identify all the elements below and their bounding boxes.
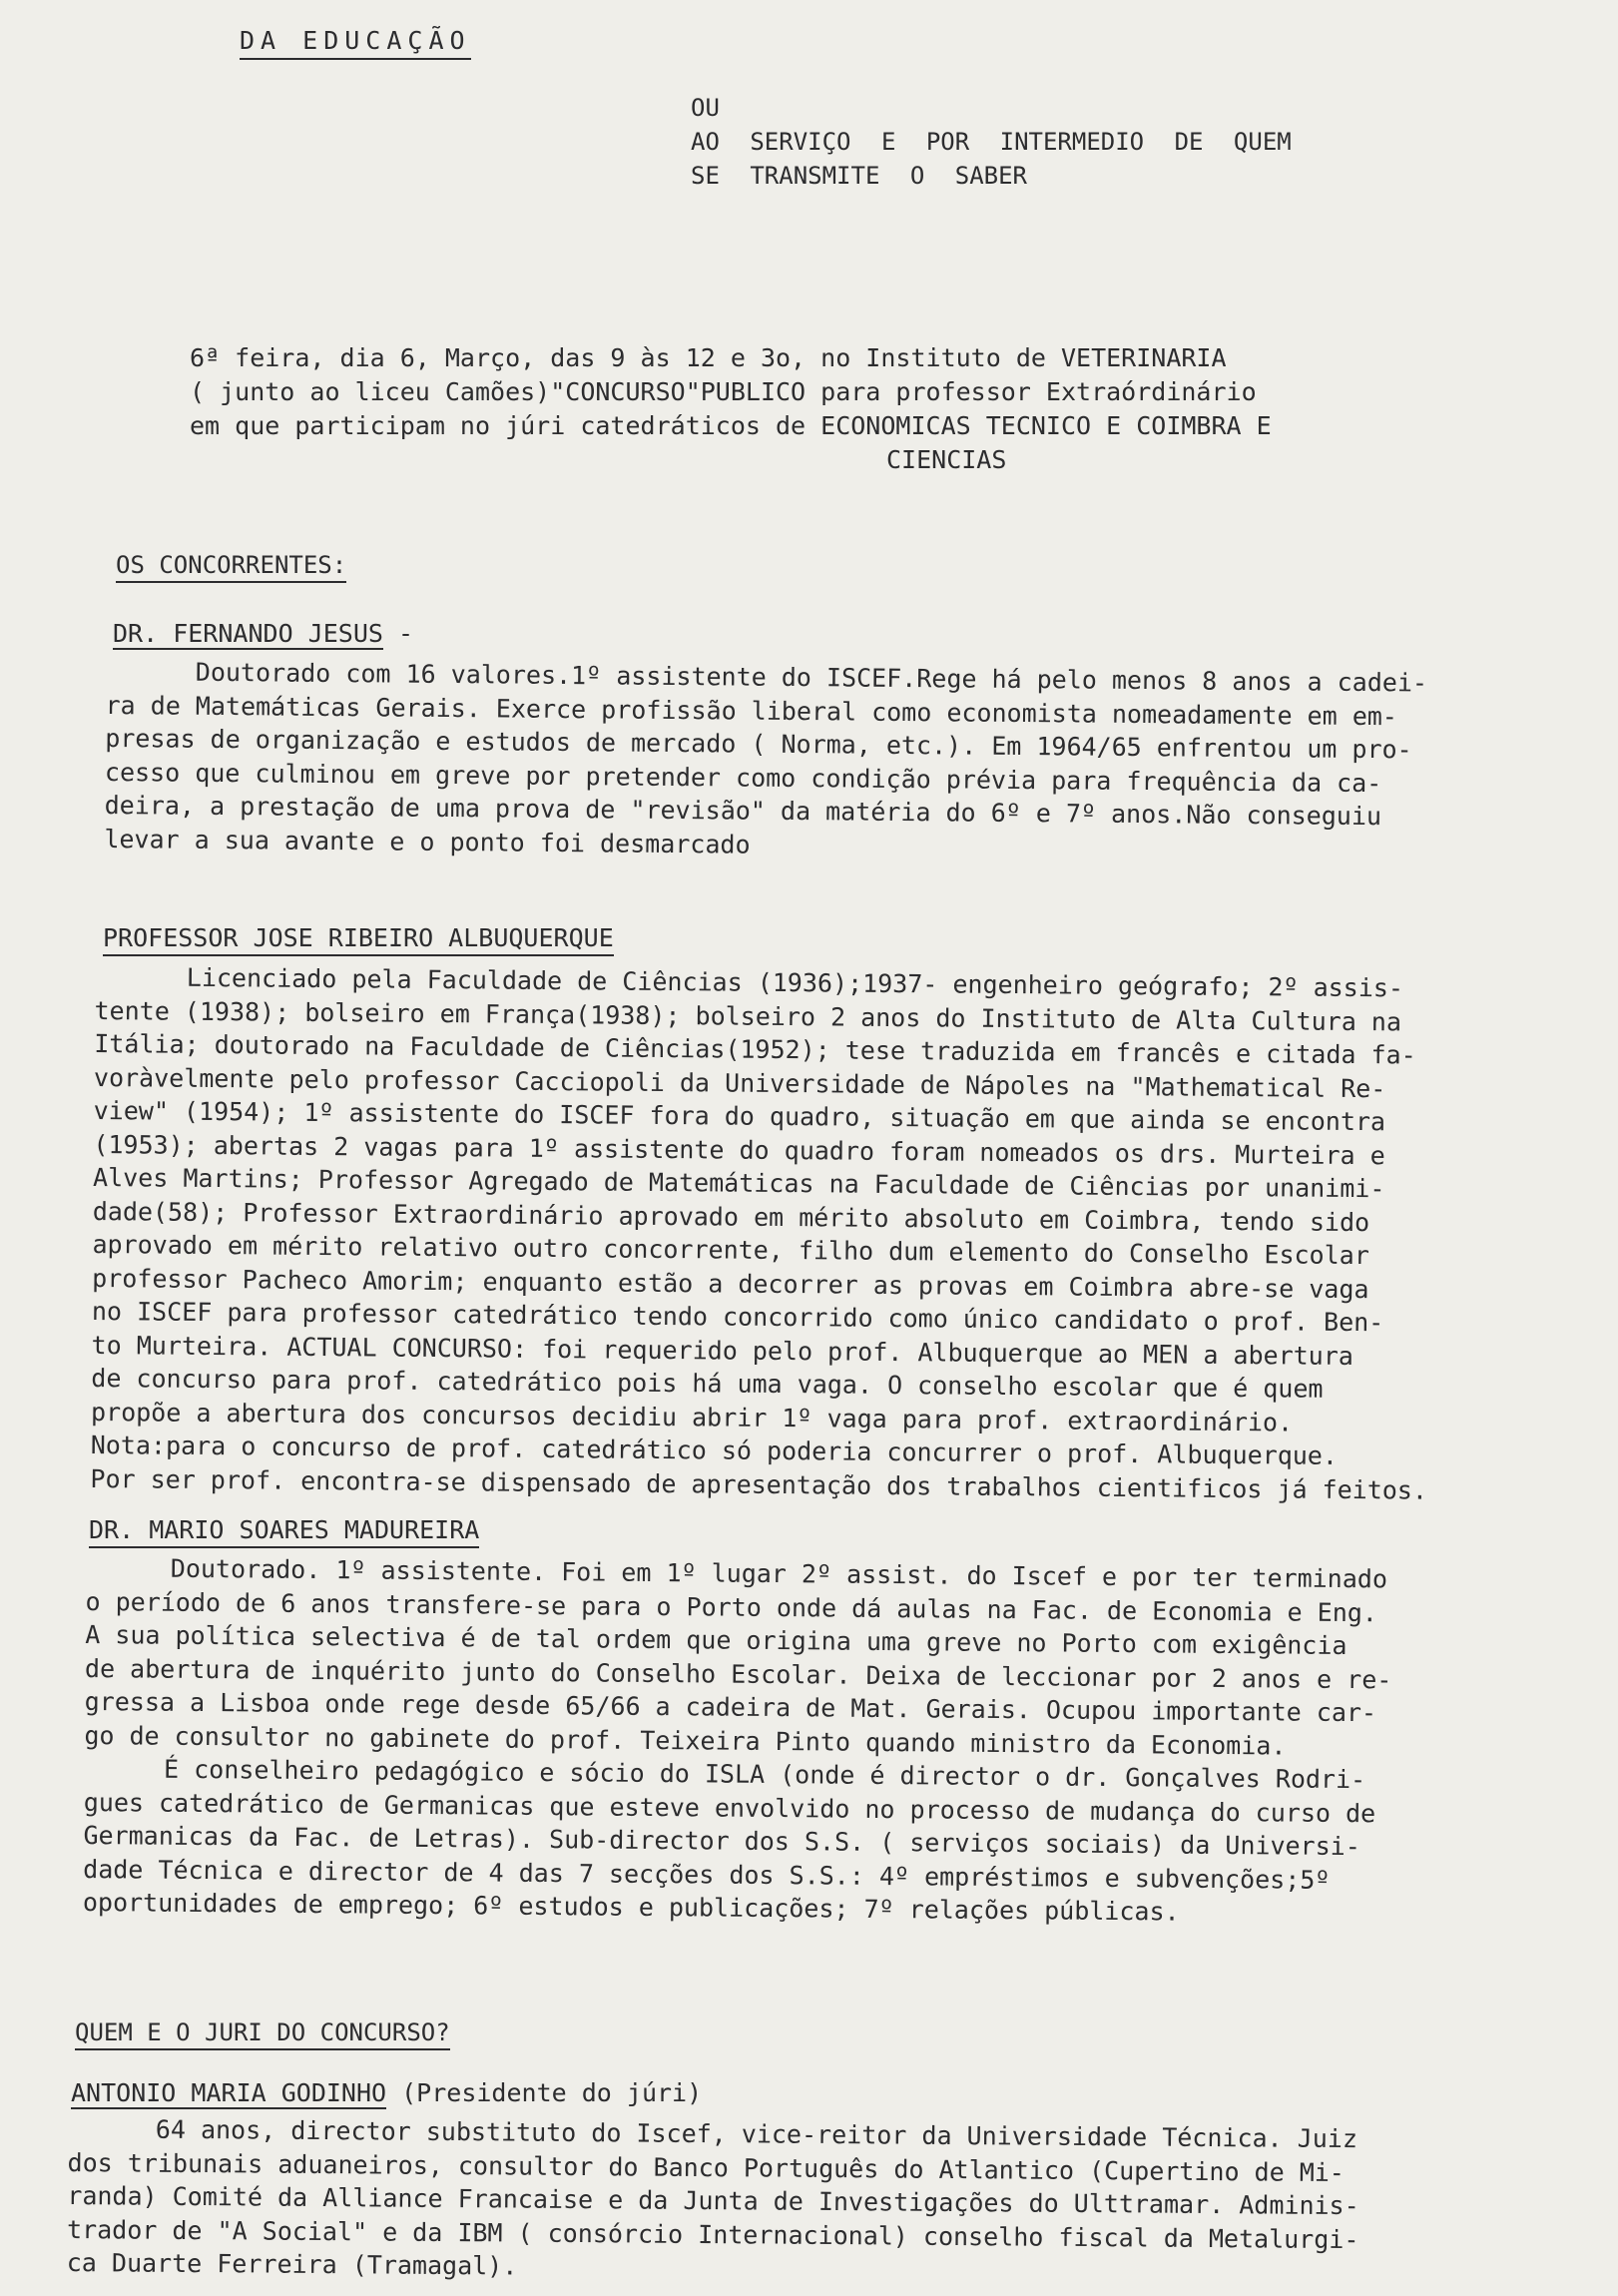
text-line: É conselheiro pedagógico e sócio do ISLA (onde é director o dr. Gonçalves Rodri-: [163, 1754, 1366, 1795]
text-line: gues catedrático de Germanicas que esteve envolvido no processo de mudança do curso de: [83, 1787, 1376, 1828]
text-line: levar a sua avante e o ponto foi desmarcado: [104, 824, 751, 860]
text-line: cesso que culminou em greve por pretender como condição prévia para frequência da ca-: [104, 757, 1382, 798]
text-line: 64 anos, director substituto do Iscef, vice-reitor da Universidade Técnica. Juiz: [155, 2114, 1358, 2154]
text-line: Nota:para o concurso de prof. catedrático só poderia concurrer o prof. Albuquerque.: [90, 1430, 1339, 1470]
text-line: Doutorado. 1º assistente. Foi em 1º lugar 2º assist. do Iscef e por ter terminado: [170, 1553, 1388, 1594]
jury-member-heading: [71, 2078, 702, 2107]
text-line: dos tribunais aduaneiros, consultor do Banco Português do Atlantico (Cupertino de Mi-: [67, 2147, 1346, 2187]
text-line: o período de 6 anos transfere-se para o Porto onde dá aulas na Fac. de Economia e Eng.: [85, 1586, 1378, 1627]
jury-member-name: ANTONIO MARIA GODINHO: [71, 2078, 387, 2107]
text-line: dade Técnica e director de 4 das 7 secções dos S.S.: 4º empréstimos e subvenções;5º: [83, 1854, 1331, 1895]
candidate-name: DR. MARIO SOARES MADUREIRA: [89, 1515, 479, 1548]
subtitle-line-2: AO SERVIÇO E POR INTERMEDIO DE QUEM: [691, 128, 1292, 156]
text-line: Germanicas da Fac. de Letras). Sub-director dos S.S. ( serviços sociais) da Universi-: [83, 1820, 1360, 1862]
text-line: Itália; doutorado na Faculdade de Ciências(1952); tese traduzida em francês e citada fa-: [94, 1028, 1416, 1070]
candidate-heading: [113, 619, 413, 648]
text-line: de abertura de inquérito junto do Conselho Escolar. Deixa de leccionar por 2 anos e re-: [84, 1653, 1392, 1694]
section-heading-juri: QUEM E O JURI DO CONCURSO?: [75, 2018, 450, 2050]
text-line: randa) Comité da Alliance Francaise e da Junta de Investigações do Ulttramar. Adminis-: [67, 2180, 1359, 2221]
text-line: to Murteira. ACTUAL CONCURSO: foi requerido pelo prof. Albuquerque ao MEN a abertura: [91, 1330, 1354, 1371]
text-line: Alves Martins; Professor Agregado de Matemáticas na Faculdade de Ciências por unanimi-: [92, 1162, 1385, 1204]
text-line: aprovado em mérito relativo outro concorrente, filho dum elemento do Conselho Escolar: [92, 1229, 1369, 1271]
intro-line-3: em que participam no júri catedráticos de ECONOMICAS TECNICO E COIMBRA E: [190, 411, 1272, 440]
text-line: Doutorado com 16 valores.1º assistente do ISCEF.Rege há pelo menos 8 anos a cadei-: [195, 657, 1428, 698]
text-line: oportunidades de emprego; 6º estudos e publicações; 7º relações públicas.: [82, 1887, 1180, 1927]
text-line: gressa a Lisboa onde rege desde 65/66 a cadeira de Mat. Gerais. Ocupou importante car-: [84, 1686, 1377, 1728]
intro-line-2: ( junto ao liceu Camões)"CONCURSO"PUBLICO para professor Extraórdinário: [190, 377, 1257, 406]
candidate-text: [83, 1551, 1393, 1931]
text-line: ra de Matemáticas Gerais. Exerce profissão liberal como economista nomeadamente em em-: [105, 690, 1398, 731]
jury-member-role: (Presidente do júri): [386, 2078, 703, 2107]
candidate-name: DR. FERNANDO JESUS: [113, 619, 383, 648]
text-line: dade(58); Professor Extraordinário aprovado em mérito absoluto em Coimbra, tendo sido: [92, 1196, 1370, 1237]
text-line: presas de organização e estudos de mercado ( Norma, etc.). Em 1964/65 enfrentou um pro-: [105, 723, 1412, 765]
text-line: deira, a prestação de uma prova de "revisão" da matéria do 6º e 7º anos.Não conseguiu: [104, 790, 1382, 832]
text-line: professor Pacheco Amorim; enquanto estão a decorrer as provas em Coimbra abre-se vaga: [92, 1263, 1369, 1304]
text-line: ca Duarte Ferreira (Tramagal).: [66, 2247, 518, 2281]
text-line: voràvelmente pelo professor Cacciopoli da Universidade de Nápoles na "Mathematical Re-: [93, 1062, 1386, 1103]
text-line: Licenciado pela Faculdade de Ciências (1936);1937- engenheiro geógrafo; 2º assis-: [186, 962, 1404, 1003]
text-line: de concurso para prof. catedrático pois há uma vaga. O conselho escolar que é quem: [91, 1363, 1324, 1404]
subtitle-line-1: OU: [691, 94, 720, 122]
text-line: A sua política selectiva é de tal ordem que origina uma greve no Porto com exigência: [85, 1619, 1348, 1661]
text-line: no ISCEF para professor catedrático tendo concorrido como único candidato o prof. Ben-: [91, 1296, 1384, 1338]
text-line: go de consultor no gabinete do prof. Teixeira Pinto quando ministro da Economia.: [84, 1720, 1287, 1761]
text-line: Por ser prof. encontra-se dispensado de apresentação dos trabalhos cientificos já feitos.: [90, 1463, 1428, 1505]
subtitle-line-3: SE TRANSMITE O SABER: [691, 162, 1027, 190]
text-line: tente (1938); bolseiro em França(1938); bolseiro 2 anos do Instituto de Alta Cultura na: [94, 995, 1402, 1036]
document-title: DA EDUCAÇÃO: [240, 26, 471, 60]
candidate-text: [104, 655, 1427, 867]
jury-member-text: [67, 2112, 1360, 2290]
text-line: trador de "A Social" e da IBM ( consórcio Internacional) conselho fiscal da Metalurgi-: [66, 2214, 1359, 2254]
section-heading-concorrentes: OS CONCORRENTES:: [116, 551, 346, 583]
text-line: view" (1954); 1º assistente do ISCEF fora do quadro, situação em que ainda se encontra: [93, 1095, 1386, 1137]
candidate-name: PROFESSOR JOSE RIBEIRO ALBUQUERQUE: [103, 923, 614, 956]
intro-line-4: CIENCIAS: [886, 445, 1007, 474]
candidate-text: [90, 960, 1431, 1507]
intro-line-1: 6ª feira, dia 6, Março, das 9 às 12 e 3o, no Instituto de VETERINARIA: [190, 343, 1227, 372]
text-line: (1953); abertas 2 vagas para 1º assistente do quadro foram nomeados os drs. Murteira e: [93, 1129, 1385, 1170]
text-line: propõe a abertura dos concursos decidiu abrir 1º vaga para prof. extraordinário.: [90, 1397, 1294, 1436]
candidate-name-suffix: -: [382, 619, 414, 648]
